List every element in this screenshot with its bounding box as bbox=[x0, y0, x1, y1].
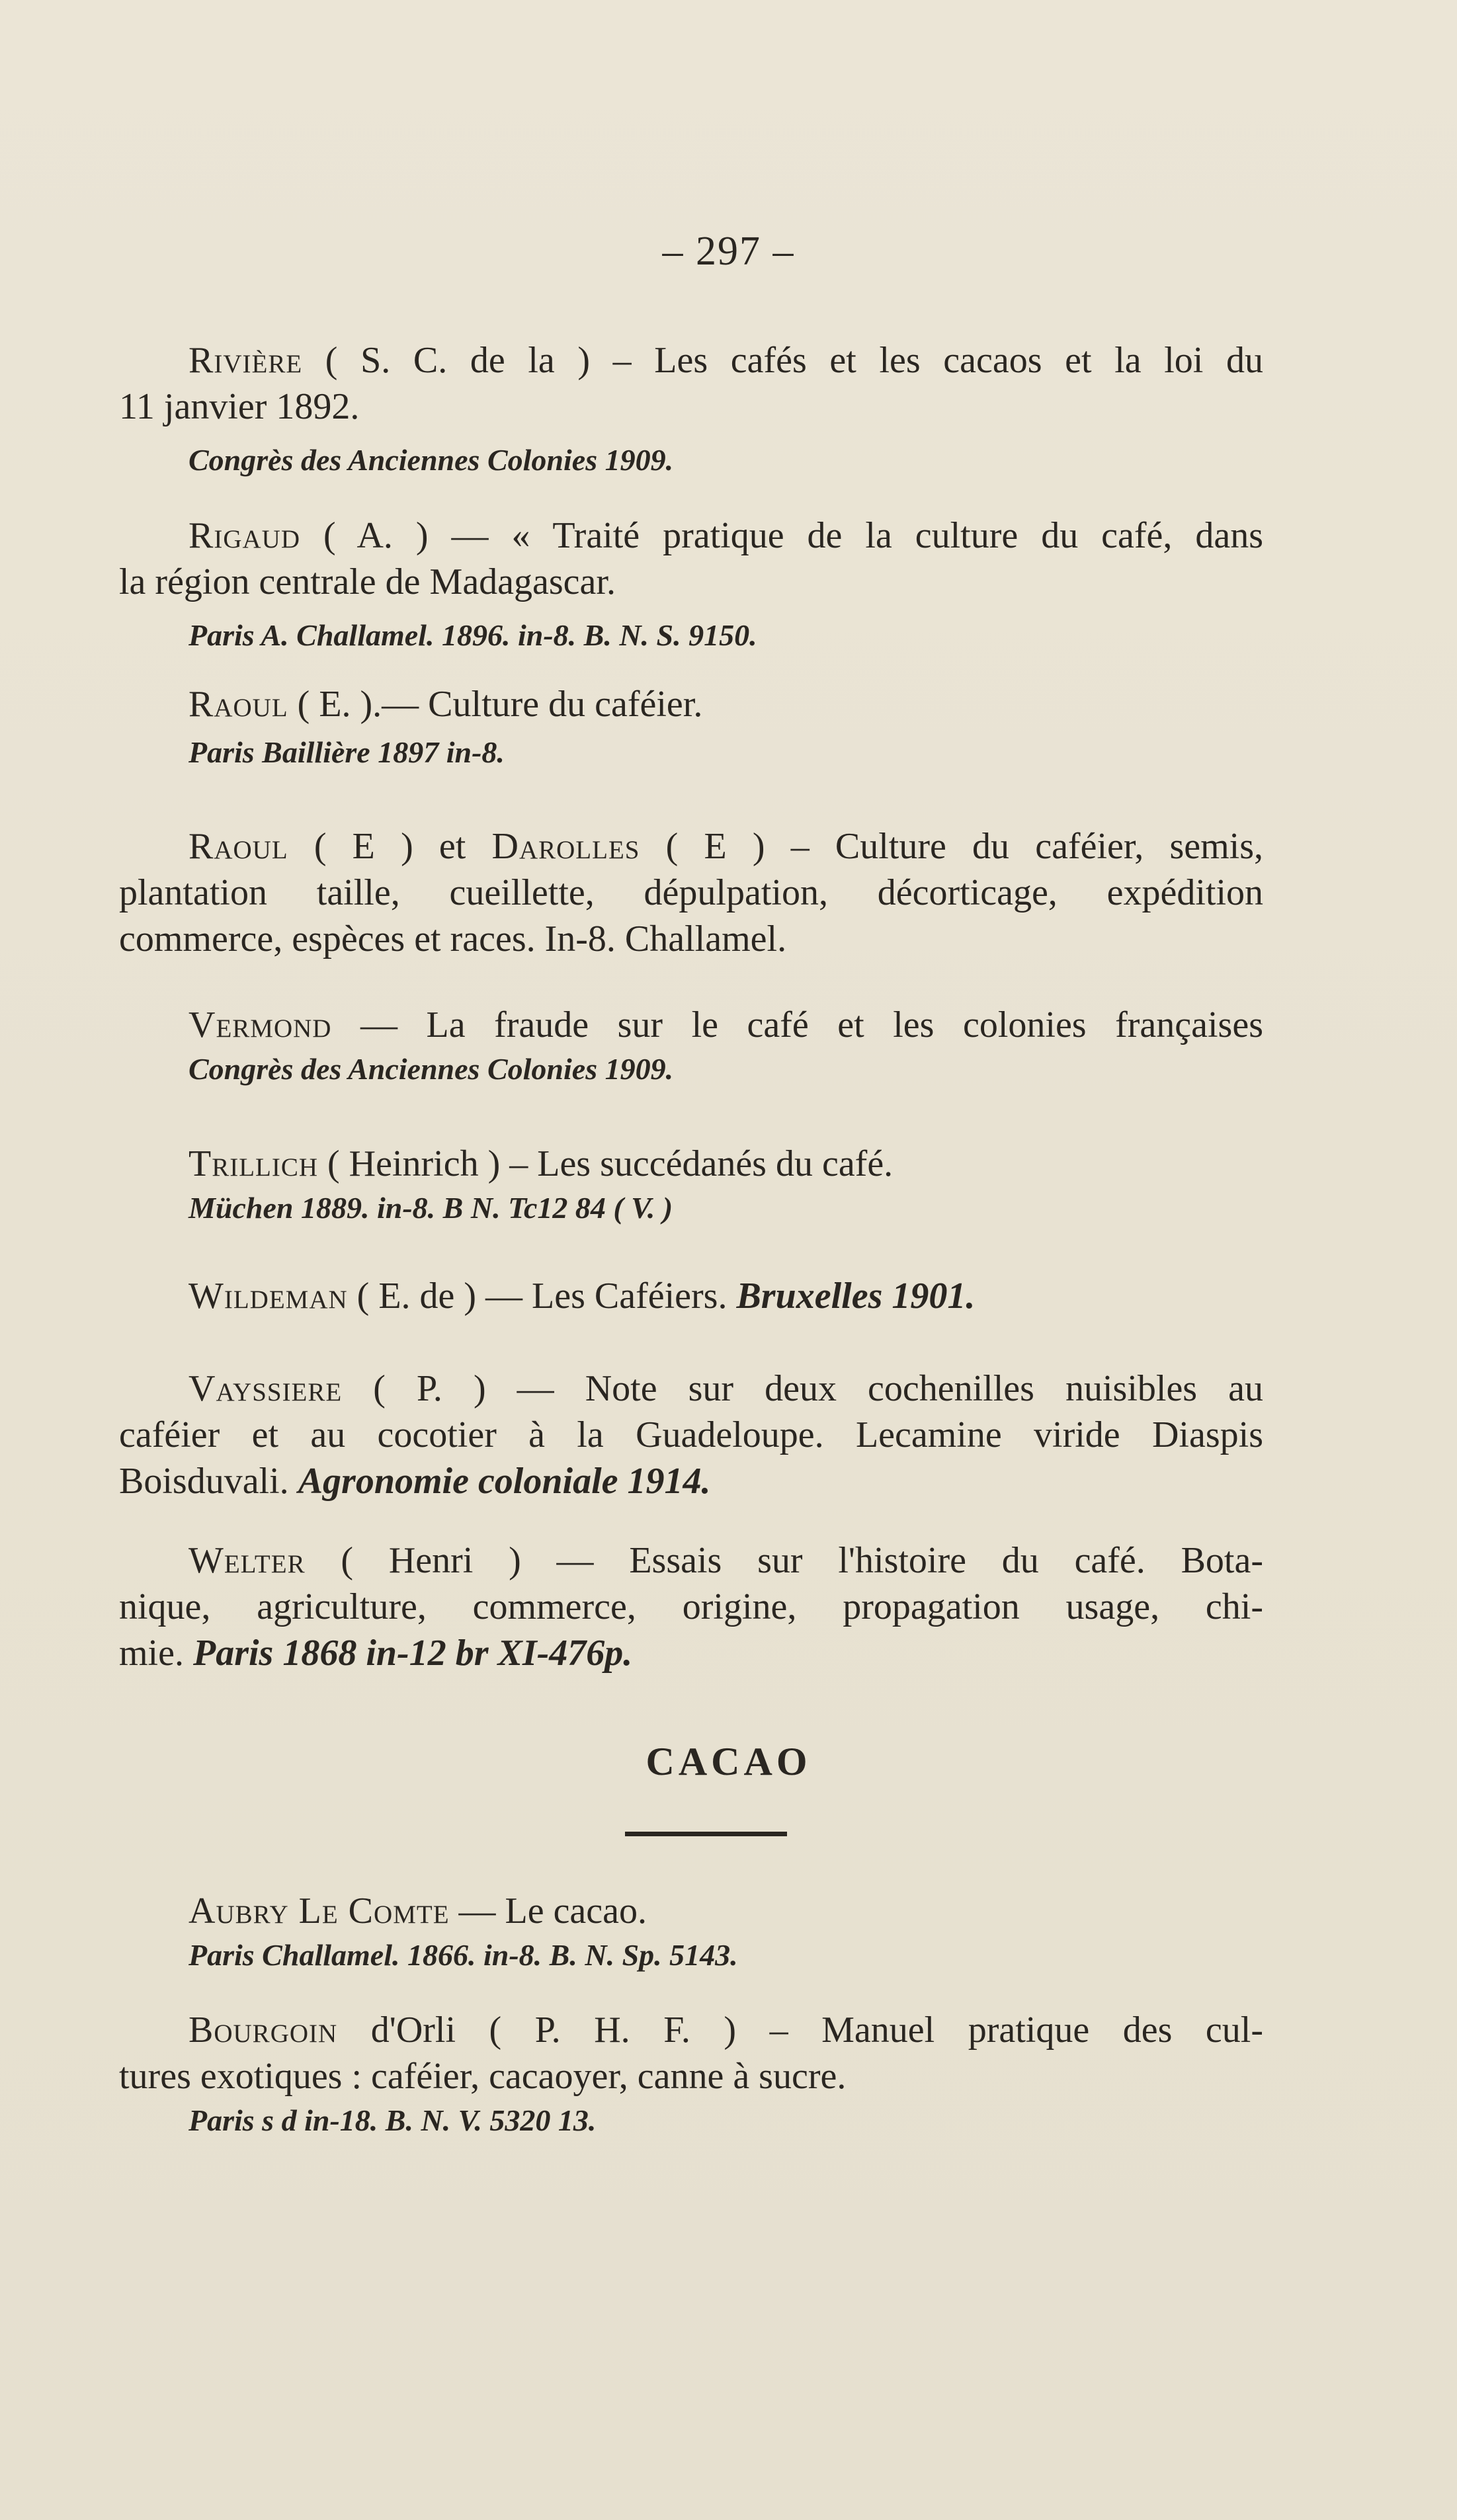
entry-line bbox=[119, 2007, 1263, 2053]
entry-author: Aubry Le Comte bbox=[188, 1890, 450, 1931]
entry-line bbox=[119, 1630, 1263, 1676]
entry-source: Paris A. Challamel. 1896. in-8. B. N. S. 9150. bbox=[188, 618, 757, 652]
bibliography-entry bbox=[119, 512, 1263, 657]
entry-text: mie. bbox=[119, 1633, 193, 1674]
entry-text: ( P. ) — Note sur deux cochenilles nuisibles au bbox=[342, 1368, 1263, 1409]
section-divider bbox=[625, 1832, 787, 1836]
entry-line: commerce, espèces et races. In-8. Challamel. bbox=[119, 918, 787, 959]
entry-line bbox=[119, 512, 1263, 559]
entry-source: Congrès des Anciennes Colonies 1909. bbox=[188, 443, 674, 477]
bibliography-entry bbox=[119, 823, 1263, 962]
entry-author: Rivière bbox=[188, 340, 303, 381]
bibliography-entry bbox=[119, 1002, 1263, 1090]
entry-author: Trillich bbox=[188, 1143, 319, 1184]
bibliography-entry bbox=[119, 1537, 1263, 1676]
entry-line: caféier et au cocotier à la Guadeloupe. Lecamine viride Diaspis bbox=[119, 1414, 1263, 1455]
bibliography-entry bbox=[119, 1273, 1263, 1319]
entry-source: Paris Challamel. 1866. in-8. B. N. Sp. 5143. bbox=[188, 1938, 738, 1972]
entry-line bbox=[119, 1273, 1263, 1319]
entry-line bbox=[119, 337, 1263, 384]
entry-author: Vayssiere bbox=[188, 1368, 343, 1409]
entry-author: Bourgoin bbox=[188, 2010, 338, 2051]
entry-author: Raoul bbox=[188, 826, 288, 867]
entry-source: Bruxelles 1901. bbox=[736, 1276, 976, 1317]
bibliography-entry bbox=[119, 1888, 1263, 1976]
entry-line: la région centrale de Madagascar. bbox=[119, 561, 616, 602]
entry-text: d'Orli ( P. H. F. ) – Manuel pratique des cul- bbox=[337, 2010, 1263, 2051]
entry-author: Raoul bbox=[188, 684, 288, 725]
entry-line bbox=[119, 1458, 1263, 1504]
entry-line bbox=[119, 1002, 1263, 1048]
entry-line: 11 janvier 1892. bbox=[119, 386, 360, 427]
entry-text: — La fraude sur le café et les colonies françaises bbox=[331, 1004, 1263, 1045]
entry-text: — Le cacao. bbox=[449, 1890, 647, 1931]
bibliography-entry bbox=[119, 1141, 1263, 1229]
entry-line bbox=[119, 1537, 1263, 1584]
page-number: – 297 – bbox=[662, 229, 795, 274]
entry-text: ( E. ).— Culture du caféier. bbox=[288, 684, 703, 725]
entry-text: ( E ) et bbox=[288, 826, 492, 867]
entry-source: Agronomie coloniale 1914. bbox=[298, 1461, 711, 1502]
entry-author: Welter bbox=[188, 1540, 306, 1581]
entry-text: Boisduvali. bbox=[119, 1461, 298, 1502]
entry-text: ( E. de ) — Les Caféiers. bbox=[347, 1276, 737, 1317]
bibliography-entry bbox=[119, 1365, 1263, 1504]
entry-text: ( Heinrich ) – Les succédanés du café. bbox=[318, 1143, 894, 1184]
entry-author: Darolles bbox=[491, 826, 640, 867]
entry-line bbox=[119, 1888, 1263, 1934]
entry-source: Paris 1868 in-12 br XI-476p. bbox=[192, 1633, 633, 1674]
entry-line bbox=[119, 823, 1263, 870]
entry-line bbox=[119, 1365, 1263, 1412]
section-heading: CACAO bbox=[645, 1740, 812, 1783]
entry-line bbox=[119, 1141, 1263, 1187]
entry-text: ( S. C. de la ) – Les cafés et les cacaos et la loi du bbox=[302, 340, 1263, 381]
entry-line: plantation taille, cueillette, dépulpation, décorticage, expédition bbox=[119, 872, 1263, 913]
bibliography-entry bbox=[119, 2007, 1263, 2142]
entry-author: Wildeman bbox=[188, 1276, 348, 1317]
entry-line: nique, agriculture, commerce, origine, propagation usage, chi- bbox=[119, 1586, 1263, 1627]
entry-line: tures exotiques : caféier, cacaoyer, canne à sucre. bbox=[119, 2056, 847, 2097]
entry-line bbox=[119, 681, 1263, 727]
entry-text: ( E ) – Culture du caféier, semis, bbox=[640, 826, 1264, 867]
entry-source: Congrès des Anciennes Colonies 1909. bbox=[188, 1052, 674, 1086]
entry-text: ( Henri ) — Essais sur l'histoire du café. Bota- bbox=[305, 1540, 1263, 1581]
entry-author: Rigaud bbox=[188, 515, 300, 556]
entry-text: ( A. ) — « Traité pratique de la culture du café, dans bbox=[300, 515, 1263, 556]
bibliography-entry bbox=[119, 337, 1263, 481]
entry-author: Vermond bbox=[188, 1004, 332, 1045]
entry-source: Paris s d in-18. B. N. V. 5320 13. bbox=[188, 2103, 597, 2137]
entry-source: Müchen 1889. in-8. B N. Tc12 84 ( V. ) bbox=[188, 1191, 673, 1225]
bibliography-entry bbox=[119, 681, 1263, 774]
entry-source: Paris Baillière 1897 in-8. bbox=[188, 735, 505, 769]
